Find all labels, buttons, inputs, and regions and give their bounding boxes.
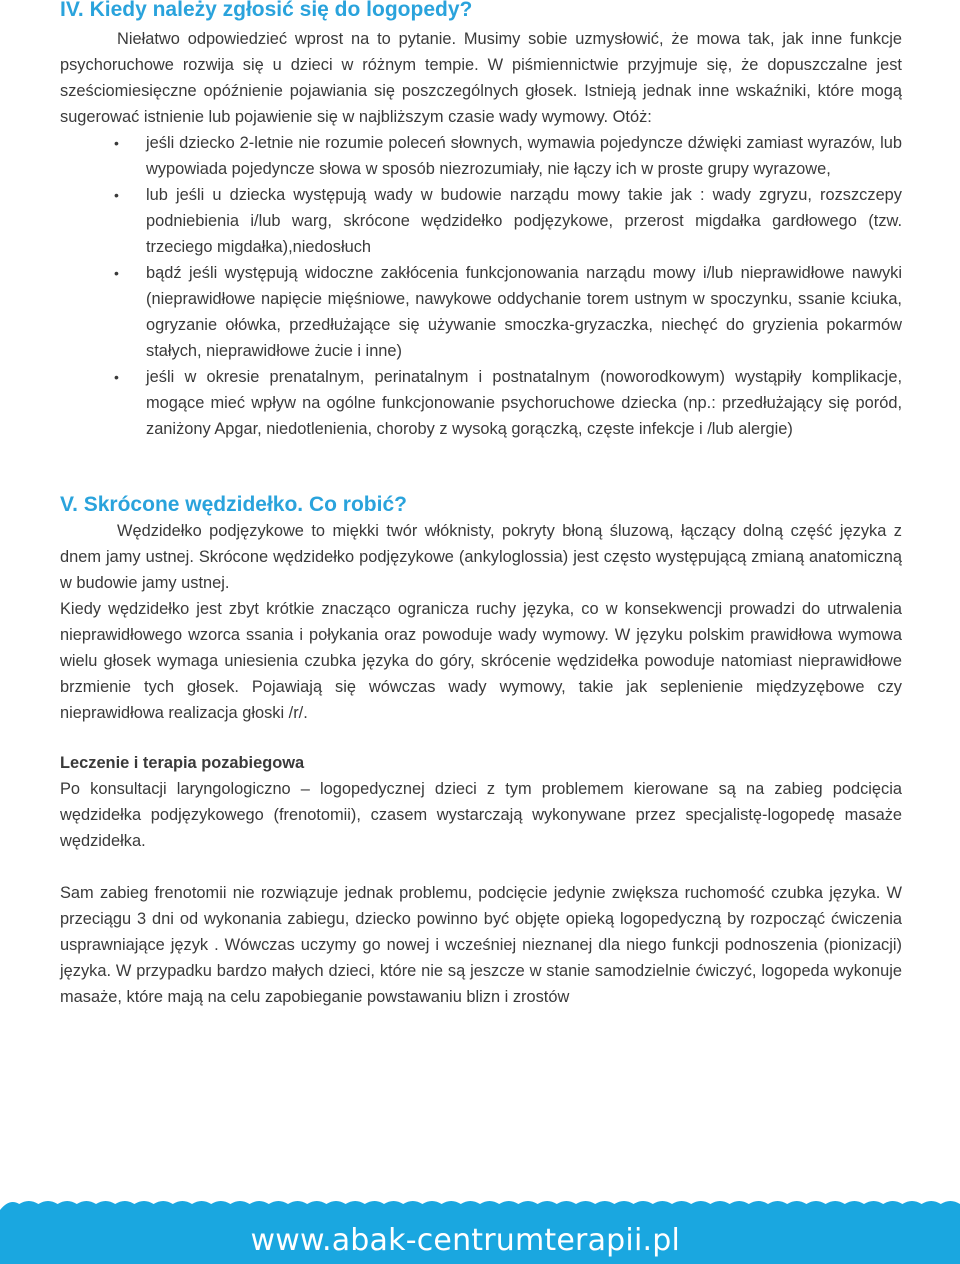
list-item: • bądź jeśli występują widoczne zakłócenia funkcjonowania narządu mowy i/lub nieprawidłowe nawyki (nieprawidłowe napięcie mięśniowe, nawykowe oddychanie torem ustnym w spoczynku, ssanie kciuka, ogryzanie ołówka, przedłużające się używanie smoczka-gryzaczka, niechęć do gryzienia pokarmów stałych, nieprawidłowe żucie i inne) — [60, 260, 902, 364]
bullet-icon: • — [114, 265, 119, 281]
section-5-heading: V. Skrócone wędzidełko. Co robić? — [60, 493, 407, 516]
section-5-para-1: Wędzidełko podjęzykowe to miękki twór włóknisty, pokryty błoną śluzową, łączący dolną część języka z dnem jamy ustnej. Skrócone wędzidełko podjęzykowe (ankyloglossia) jest często występującą zmianą anatomiczną w budowie jamy ustnej. — [60, 522, 902, 592]
section-5-para-3: Po konsultacji laryngologiczno – logopedycznej dzieci z tym problemem kierowane są na zabieg podcięcia wędzidełka podjęzykowego (frenotomii), czasem wystarczają wykonywane przez specjalistę-logopedę masaże wędzidełka. — [60, 780, 902, 850]
section-4-intro: Niełatwo odpowiedzieć wprost na to pytanie. Musimy sobie uzmysłowić, że mowa tak, jak inne funkcje psychoruchowe rozwija się u dzieci w różnym tempie. W piśmiennictwie przyjmuje się, że dopuszczalne jest sześciomiesięczne opóźnienie pojawiania się poszczególnych głosek. Istnieją jednak inne wskaźniki, które mogą sugerować istnienie lub pojawienie się w najbliższym czasie wady wymowy. Otóż: — [60, 30, 902, 126]
website-link[interactable]: www.abak-centrumterapii.pl — [250, 1223, 680, 1258]
treatment-subheading: Leczenie i terapia pozabiegowa — [60, 754, 305, 772]
list-item: • lub jeśli u dziecka występują wady w budowie narządu mowy takie jak : wady zgryzu, rozszczepy podniebienia i/lub warg, skrócone wędzidełko podjęzykowe, przerost migdałka gardłowego (tzw. trzeciego migdałka),niedosłuch — [60, 182, 902, 260]
footer-banner — [0, 1192, 960, 1264]
list-item: • jeśli w okresie prenatalnym, perinatalnym i postnatalnym (noworodkowym) wystąpiły komplikacje, mogące mieć wpływ na ogólne funkcjonowanie psychoruchowe dziecka (np.: przedłużający się poród, zaniżony Apgar, niedotlenienia, choroby z wysoką gorączką, częste infekcje i /lub alergie) — [60, 364, 902, 442]
section-5-para-4: Sam zabieg frenotomii nie rozwiązuje jednak problemu, podcięcie jedynie zwiększa ruchomość czubka języka. W przeciągu 3 dni od wykonania zabiegu, dziecko powinno być objęte opieką logopedyczną by rozpocząć ćwiczenia usprawniające język . Wówczas uczymy go nowej i wcześniej nieznanej dla niego funkcji podnoszenia (pionizacji) języka. W przypadku bardzo małych dzieci, które nie są jeszcze w stanie samodzielnie ćwiczyć, logopeda wykonuje masaże, które mają na celu zapobieganie powstawaniu blizn i zrostów — [60, 884, 902, 1006]
indicators-list — [60, 130, 902, 442]
list-item: • jeśli dziecko 2-letnie nie rozumie poleceń słownych, wymawia pojedyncze dźwięki zamiast wyrazów, lub wypowiada pojedyncze słowa w sposób niezrozumiały, nie łączy ich w proste grupy wyrazowe, — [60, 130, 902, 182]
document-page — [60, 0, 902, 1010]
section-4-heading: IV. Kiedy należy zgłosić się do logopedy? — [60, 0, 473, 21]
bullet-icon: • — [114, 369, 119, 385]
bullet-icon: • — [114, 135, 119, 151]
section-5-para-2: Kiedy wędzidełko jest zbyt krótkie znacząco ogranicza ruchy języka, co w konsekwencji prowadzi do utrwalenia nieprawidłowego wzorca ssania i połykania oraz powoduje wady wymowy. W języku polskim prawidłowa wymowa wielu głosek wymaga uniesienia czubka języka do góry, skrócenie wędzidełka powoduje natomiast nieprawidłowe brzmienie tych głosek. Pojawiają się wówczas wady wymowy, takie jak seplenienie międzyzębowe czy nieprawidłowa realizacja głoski /r/. — [60, 600, 902, 722]
bullet-icon: • — [114, 187, 119, 203]
